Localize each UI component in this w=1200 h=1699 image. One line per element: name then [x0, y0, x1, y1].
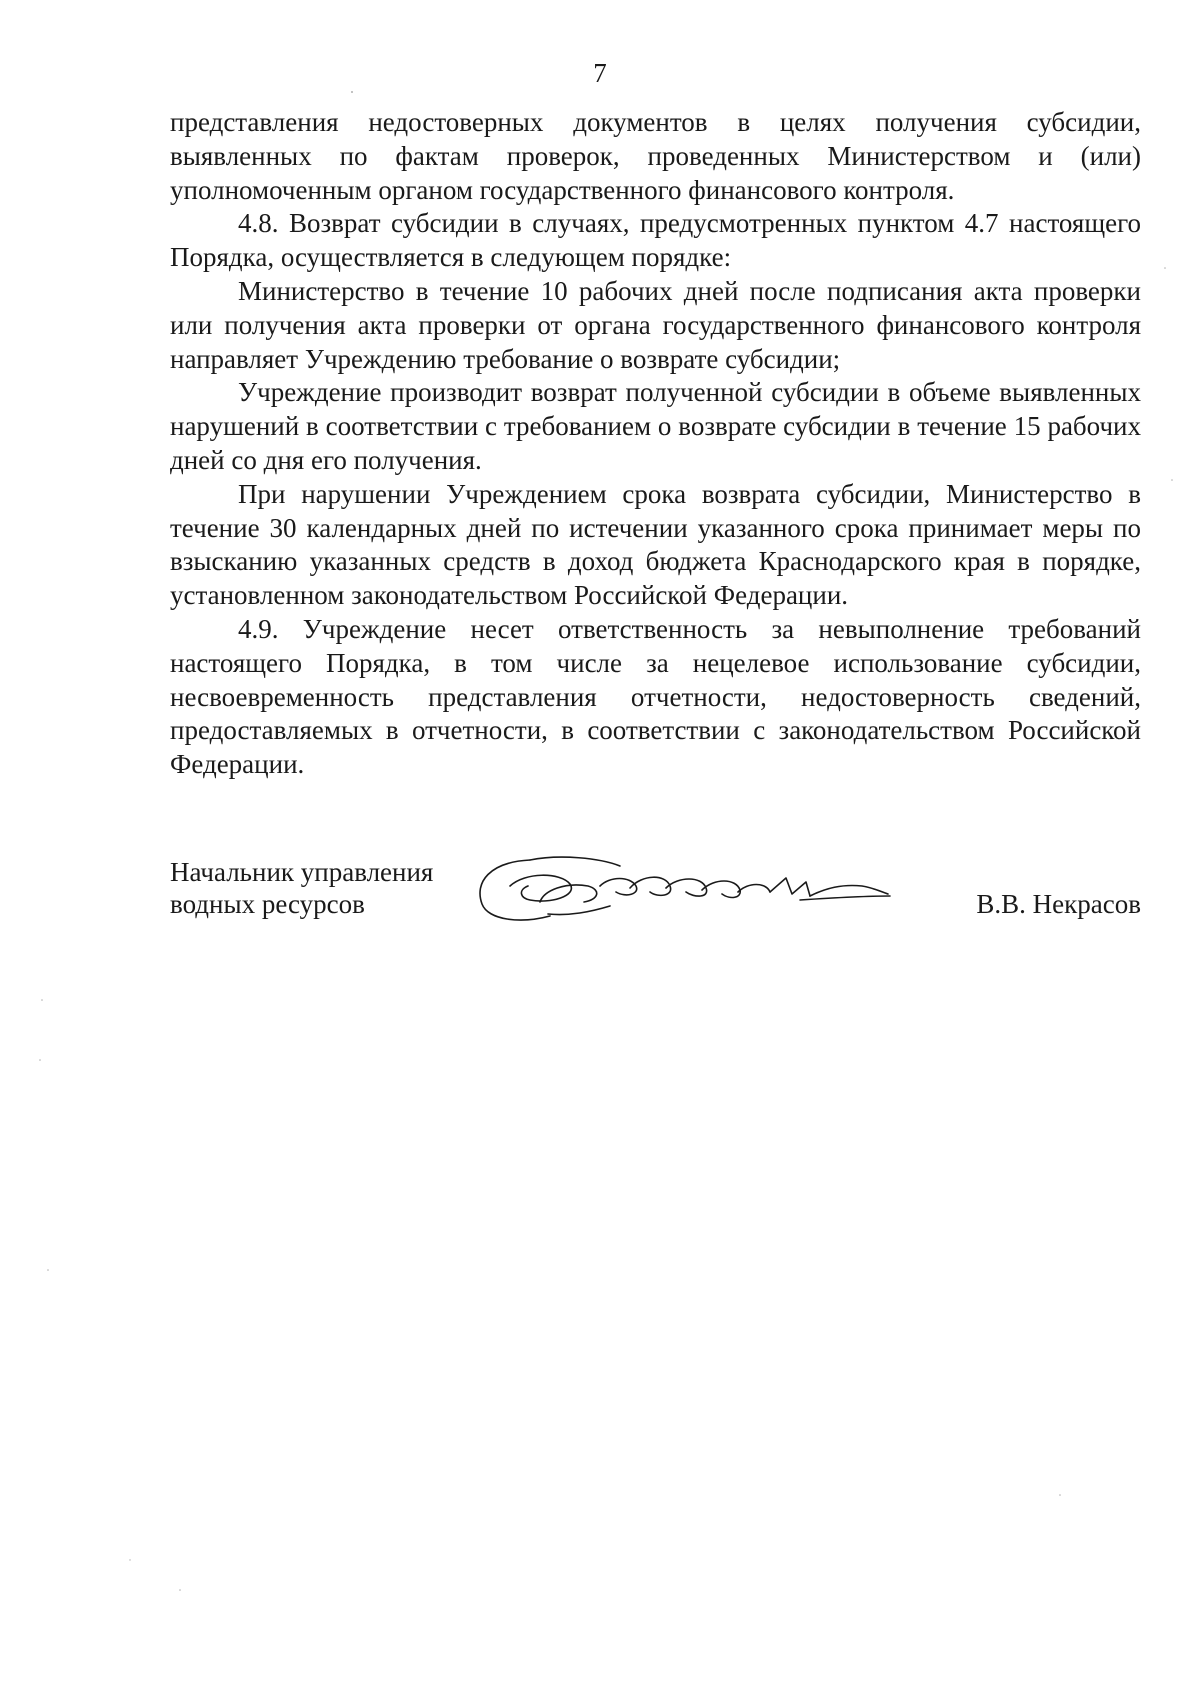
paragraph-ministry-term: Министерство в течение 10 рабочих дней после подписания акта проверки или получения акта проверки от органа государственного финансового контроля направляет Учреждению требование о возврате субсидии; — [170, 275, 1141, 374]
position-line-2: водных ресурсов — [170, 889, 365, 919]
signatory-position — [170, 856, 470, 920]
paragraph-violation-term: При нарушении Учреждением срока возврата субсидии, Министерство в течение 30 календарных дней по истечении указанного срока принимает меры по взысканию указанных средств в доход бюджета Краснодарского края в порядке, установленном законодательством Российской Федерации. — [170, 478, 1141, 611]
paragraph-institution-return: Учреждение производит возврат полученной субсидии в объеме выявленных нарушений в соответствии с требованием о возврате субсидии в течение 15 рабочих дней со дня его получения. — [170, 377, 1141, 475]
position-line-1: Начальник управления — [170, 857, 434, 887]
paragraph-4-8: 4.8. Возврат субсидии в случаях, предусмотренных пунктом 4.7 настоящего Порядка, осуществляется в следующем порядке: — [170, 208, 1141, 273]
signatory-name: В.В. Некрасов — [976, 889, 1141, 919]
paragraph-continuation: представления недостоверных документов в целях получения субсидии, выявленных по фактам проверок, проведенных Министерством и (или) уполномоченным органом государственного финансового контроля. — [170, 107, 1141, 205]
document-body — [170, 106, 1141, 782]
page-number: 7 — [593, 58, 607, 88]
signature-block — [170, 856, 1141, 936]
paragraph-4-9: 4.9. Учреждение несет ответственность за невыполнение требований настоящего Порядка, в том числе за нецелевое использование субсидии, несвоевременность представления отчетности, недостоверность сведений, предоставляемых в отчетности, в соответствии с законодательством Российской Федерации. — [170, 613, 1141, 780]
handwritten-signature-icon — [470, 842, 910, 932]
